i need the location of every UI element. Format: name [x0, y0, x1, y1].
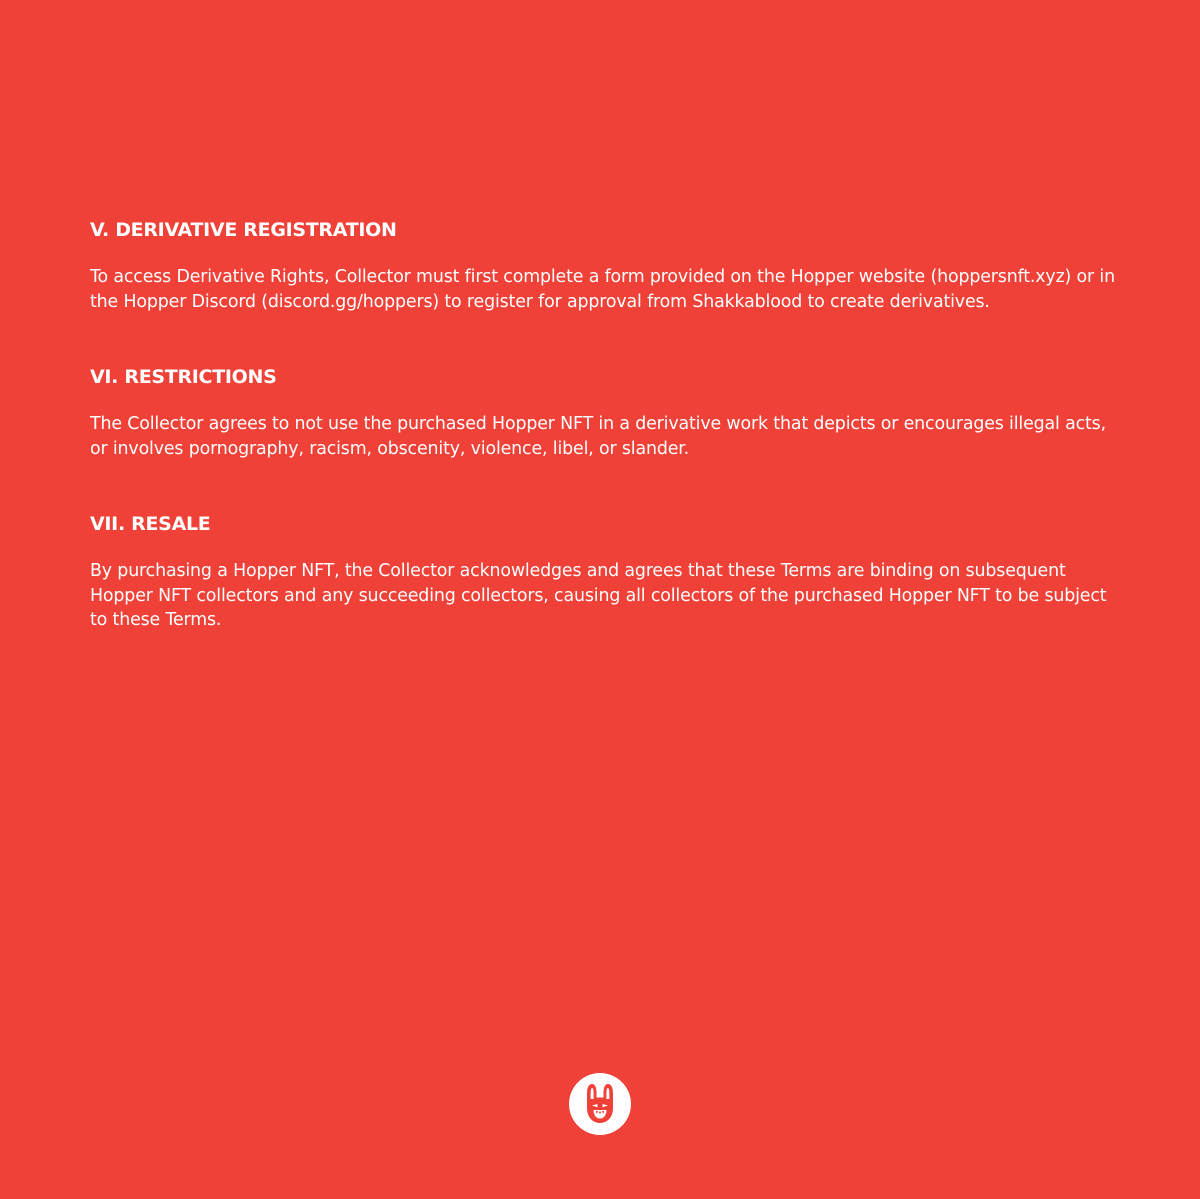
hopper-logo	[569, 1073, 631, 1135]
section-heading: V. DERIVATIVE REGISTRATION	[90, 219, 397, 241]
section-restrictions	[90, 363, 1120, 461]
section-derivative-registration	[90, 216, 1120, 314]
section-heading: VII. RESALE	[90, 513, 211, 535]
section-body: The Collector agrees to not use the purchased Hopper NFT in a derivative work that depicts or encourages illegal acts, or involves pornography, racism, obscenity, violence, libel, or slander.	[90, 414, 1106, 459]
section-body: To access Derivative Rights, Collector must first complete a form provided on the Hopper website (hoppersnft.xyz) or in the Hopper Discord (discord.gg/hoppers) to register for approval from Shakkablood to create derivatives.	[90, 267, 1115, 312]
section-body: By purchasing a Hopper NFT, the Collector acknowledges and agrees that these Terms are binding on subsequent Hopper NFT collectors and any succeeding collectors, causing all collectors of the purchased Hopper NFT to be subject to these Terms.	[90, 561, 1107, 630]
section-heading: VI. RESTRICTIONS	[90, 366, 277, 388]
hopper-bunny-icon	[569, 1073, 631, 1135]
section-resale	[90, 510, 1120, 633]
terms-content	[90, 216, 1120, 633]
